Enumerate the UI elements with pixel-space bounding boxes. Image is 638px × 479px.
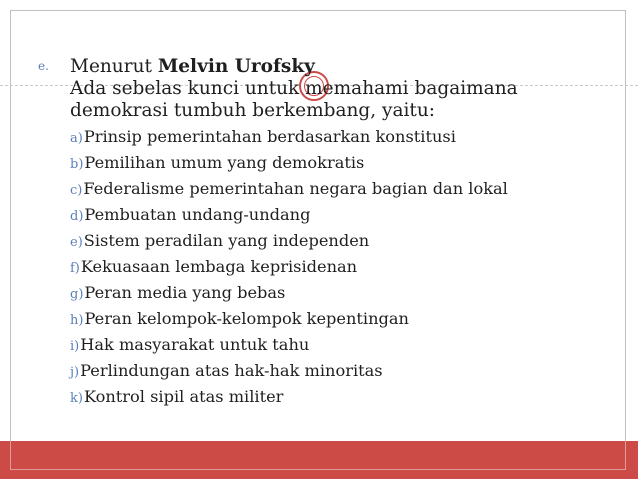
list-marker: d) <box>70 209 84 224</box>
list-item <box>70 256 610 282</box>
list-item <box>70 204 610 230</box>
list-item-text: Pemilihan umum yang demokratis <box>84 153 365 172</box>
list-item-text: Federalisme pemerintahan negara bagian dan lokal <box>83 179 508 198</box>
list-marker: k) <box>70 391 83 406</box>
slide-heading <box>38 55 315 78</box>
heading-prefix: Menurut <box>70 56 152 77</box>
list-item-text: Kekuasaan lembaga keprisidenan <box>80 257 358 276</box>
list-item-text: Peran media yang bebas <box>84 283 286 302</box>
list-marker: j) <box>70 365 80 380</box>
list-marker: g) <box>70 287 84 302</box>
list-marker: c) <box>70 183 83 198</box>
list-marker: e) <box>70 235 83 250</box>
heading-author-name: Melvin Urofsky <box>157 56 315 77</box>
list-item <box>70 126 610 152</box>
list-item <box>70 178 610 204</box>
heading-marker: e. <box>38 59 49 73</box>
footer-band-frame <box>10 441 626 470</box>
list-item <box>70 386 610 412</box>
list-item <box>70 360 610 386</box>
list-item <box>70 282 610 308</box>
intro-text: Ada sebelas kunci untuk memahami bagaimana demokrasi tumbuh berkembang, yaitu: <box>70 78 518 121</box>
list-marker: b) <box>70 157 84 172</box>
list-item-text: Pembuatan undang-undang <box>84 205 311 224</box>
list-item <box>70 230 610 256</box>
list-marker: i) <box>70 339 80 354</box>
list-item-text: Kontrol sipil atas militer <box>83 387 284 406</box>
list-marker: h) <box>70 313 84 328</box>
key-list <box>70 126 610 412</box>
list-item-text: Hak masyarakat untuk tahu <box>80 335 310 354</box>
list-item-text: Sistem peradilan yang independen <box>83 231 370 250</box>
list-item <box>70 308 610 334</box>
list-item <box>70 334 610 360</box>
list-item-text: Peran kelompok-kelompok kepentingan <box>84 309 409 328</box>
list-item <box>70 152 610 178</box>
list-marker: a) <box>70 131 83 146</box>
list-marker: f) <box>70 261 80 276</box>
list-item-text: Prinsip pemerintahan berdasarkan konstitusi <box>83 127 456 146</box>
list-item-text: Perlindungan atas hak-hak minoritas <box>80 361 383 380</box>
